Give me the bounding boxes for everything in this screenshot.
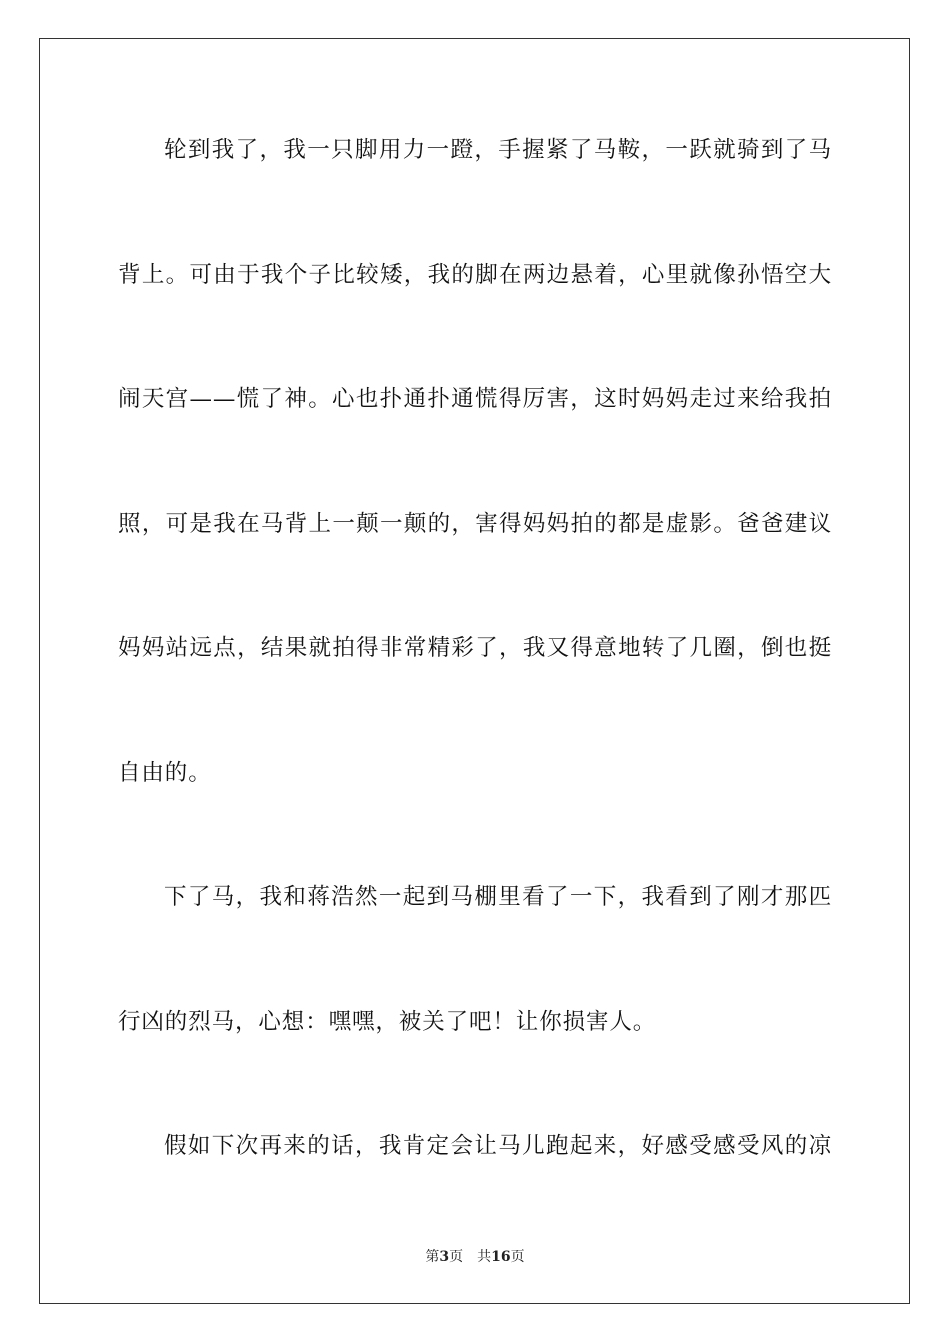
page-footer (0, 1248, 950, 1266)
footer-page-prefix: 第 (425, 1249, 440, 1265)
paragraph-line: 轮到我了，我一只脚用力一蹬，手握紧了马鞍，一跃就骑到了马 (164, 137, 832, 163)
footer-total-prefix: 共 (477, 1249, 492, 1265)
paragraph-line: 行凶的烈马，心想：嘿嘿，被关了吧！让你损害人。 (118, 1009, 657, 1035)
footer-total-suffix: 页 (510, 1249, 525, 1265)
footer-page-suffix: 页 (449, 1249, 464, 1265)
paragraph-line: 闹天宫——慌了神。心也扑通扑通慌得厉害，这时妈妈走过来给我拍 (118, 386, 832, 412)
footer-total-pages: 16 (491, 1249, 511, 1265)
page-border (39, 38, 910, 1304)
paragraph-line: 假如下次再来的话，我肯定会让马儿跑起来，好感受感受风的凉 (164, 1133, 832, 1159)
paragraph-line: 照，可是我在马背上一颠一颠的，害得妈妈拍的都是虚影。爸爸建议 (118, 511, 832, 537)
paragraph-line: 下了马，我和蒋浩然一起到马棚里看了一下，我看到了刚才那匹 (164, 884, 832, 910)
paragraph-line: 妈妈站远点，结果就拍得非常精彩了，我又得意地转了几圈，倒也挺 (118, 635, 832, 661)
paragraph-line: 自由的。 (118, 760, 212, 786)
footer-page-number: 3 (439, 1249, 450, 1265)
paragraph-line: 背上。可由于我个子比较矮，我的脚在两边悬着，心里就像孙悟空大 (118, 262, 832, 288)
